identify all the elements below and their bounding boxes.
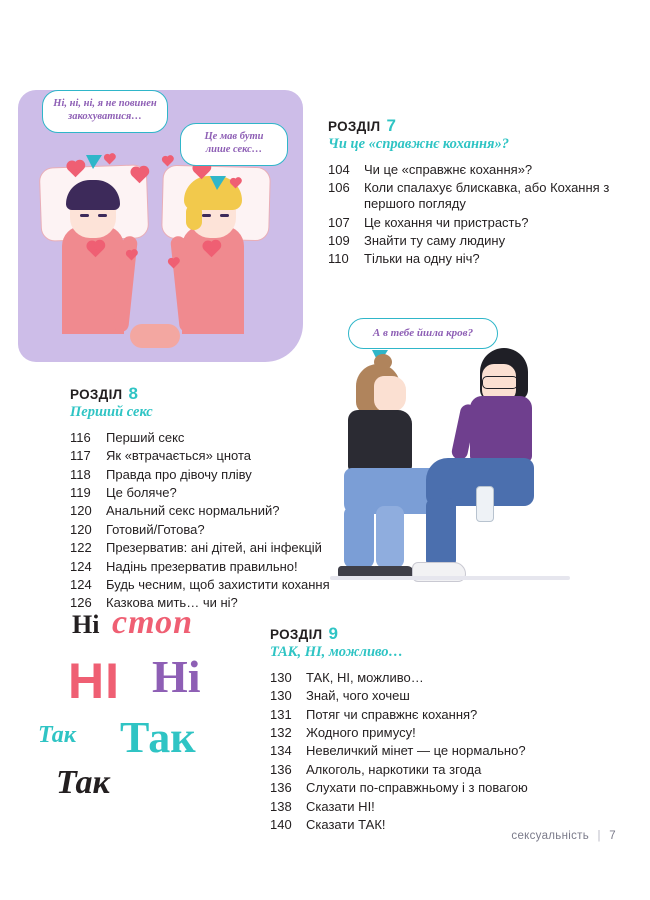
chapter-word: РОЗДІЛ xyxy=(70,387,123,402)
girl-a-face xyxy=(374,376,406,412)
chapter-word: РОЗДІЛ xyxy=(328,119,381,134)
chapter-number: 8 xyxy=(128,384,138,403)
entry-page: 131 xyxy=(270,706,292,722)
girl-a-shin-right xyxy=(376,506,404,568)
entry-text: Правда про дівочу пліву xyxy=(106,466,252,482)
toc-entry[interactable] xyxy=(70,448,330,466)
lettering-ni-mid: Ні xyxy=(152,651,201,702)
chapter-entries-8 xyxy=(70,430,330,614)
entry-page: 130 xyxy=(270,688,292,704)
entry-text: Казкова мить… чи ні? xyxy=(106,595,238,611)
entry-page: 117 xyxy=(70,448,91,464)
entry-text: Сказати ТАК! xyxy=(306,816,386,832)
footer-page-number: 7 xyxy=(609,830,616,842)
toc-entry[interactable] xyxy=(328,233,628,251)
chapter-heading-7 xyxy=(328,117,628,134)
speech-bubble-girl: Це мав бути лише секс… xyxy=(180,123,288,166)
entry-text: Надінь презерватив правильно! xyxy=(106,558,298,574)
toc-entry[interactable] xyxy=(70,522,330,540)
entry-text: Це кохання чи пристрасть? xyxy=(364,214,529,230)
toc-entry[interactable] xyxy=(328,162,628,180)
entry-page: 134 xyxy=(270,743,292,759)
chapter-number: 7 xyxy=(386,116,396,135)
entry-page: 122 xyxy=(70,540,92,556)
toc-entry[interactable] xyxy=(270,799,528,817)
chapter-block-7 xyxy=(328,117,628,270)
chapter-block-9 xyxy=(270,625,600,835)
toc-entry[interactable] xyxy=(270,670,528,688)
chapter-title: ТАК, НІ, можливо… xyxy=(270,644,404,660)
entry-text: Знайти ту саму людину xyxy=(364,232,506,248)
toc-entry[interactable] xyxy=(270,707,528,725)
girl-a-shirt xyxy=(348,410,412,472)
entry-page: 109 xyxy=(328,232,350,248)
chapter-word: РОЗДІЛ xyxy=(270,627,323,642)
entry-page: 136 xyxy=(270,761,292,777)
entry-text: Алкоголь, наркотики та згода xyxy=(306,761,482,777)
entry-text: Як «втрачається» цнота xyxy=(106,448,252,464)
entry-text: Перший секс xyxy=(106,430,185,445)
toc-entry[interactable] xyxy=(70,485,330,503)
entry-text: ТАК, НІ, можливо… xyxy=(306,670,424,685)
toc-entry[interactable] xyxy=(70,503,330,521)
entry-page: 136 xyxy=(270,780,292,796)
speech-bubble-girls: А в тебе йшла кров? xyxy=(348,318,498,349)
lettering-tak-black: Так xyxy=(56,764,110,801)
chapter-heading-9 xyxy=(270,625,600,642)
girl-fringe xyxy=(186,204,202,230)
lettering-stop: стоп xyxy=(112,604,193,641)
entry-page: 126 xyxy=(70,595,92,611)
ground-line xyxy=(330,576,570,580)
entry-page: 116 xyxy=(70,430,91,445)
toc-entry[interactable] xyxy=(270,725,528,743)
lettering-ni-small: Ні xyxy=(72,610,100,639)
girl-eye-right xyxy=(220,214,229,217)
chapter-number: 9 xyxy=(328,624,338,643)
entry-page: 140 xyxy=(270,816,292,832)
entry-text: Коли спалахує блискавка, або Кохання з першого погляду xyxy=(364,180,610,212)
entry-page: 107 xyxy=(328,214,350,230)
entry-page: 130 xyxy=(270,670,292,685)
entry-text: Анальний секс нормальний? xyxy=(106,503,280,519)
toc-entry[interactable] xyxy=(328,215,628,233)
footer-divider: | xyxy=(597,830,601,842)
illustration-couple-in-bed xyxy=(10,38,310,368)
entry-page: 124 xyxy=(70,576,92,592)
toc-entry[interactable] xyxy=(270,762,528,780)
entry-page: 132 xyxy=(270,725,292,741)
toc-entry[interactable] xyxy=(70,577,330,595)
entry-text: Тільки на одну ніч? xyxy=(364,251,480,267)
illustration-yes-no-lettering xyxy=(34,604,274,824)
entry-page: 106 xyxy=(328,180,350,196)
toc-entry[interactable] xyxy=(270,743,528,761)
footer-section-label: сексуальність xyxy=(511,830,589,842)
toc-entry[interactable] xyxy=(270,688,528,706)
entry-text: Презерватив: ані дітей, ані інфекцій xyxy=(106,540,322,556)
lettering-ni-big: НІ xyxy=(68,653,120,709)
page-footer xyxy=(511,830,616,842)
lettering-tak-teal: Так xyxy=(38,722,76,748)
toc-entry[interactable] xyxy=(328,180,628,214)
toc-entry[interactable] xyxy=(328,251,628,269)
boy-eye-right xyxy=(98,214,107,217)
entry-page: 138 xyxy=(270,798,292,814)
toc-entry[interactable] xyxy=(270,780,528,798)
girl-b-shirt xyxy=(470,396,532,462)
bubble-tail-girl xyxy=(210,176,226,190)
chapter-block-8 xyxy=(70,385,360,614)
entry-text: Знай, чого хочеш xyxy=(306,688,410,704)
chapter-heading-8 xyxy=(70,385,360,402)
entry-text: Невеличкий мінет — це нормально? xyxy=(306,743,526,759)
girl-eye-left xyxy=(202,214,211,217)
bubble-tail-boy xyxy=(86,155,102,169)
entry-page: 124 xyxy=(70,558,92,574)
entry-text: Це боляче? xyxy=(106,485,177,501)
girl-b-shin xyxy=(426,498,456,568)
entry-page: 120 xyxy=(70,503,92,519)
entry-page: 118 xyxy=(70,466,91,482)
entry-text: Готовий/Готова? xyxy=(106,521,205,537)
bottle-icon xyxy=(476,486,494,522)
entry-text: Жодного примусу! xyxy=(306,725,416,741)
entry-text: Слухати по-справжньому і з повагою xyxy=(306,780,528,796)
toc-entry[interactable] xyxy=(70,559,330,577)
glasses-icon xyxy=(482,376,518,389)
entry-page: 104 xyxy=(328,162,350,177)
entry-text: Будь чесним, щоб захистити кохання xyxy=(106,576,330,592)
illustration-two-girls-talking xyxy=(330,300,620,620)
lettering-tak-big: Так xyxy=(120,713,196,762)
entry-text: Чи це «справжнє кохання»? xyxy=(364,162,533,177)
entry-page: 110 xyxy=(328,251,349,267)
toc-entry[interactable] xyxy=(70,540,330,558)
boy-eye-left xyxy=(80,214,89,217)
chapter-title: Чи це «справжнє кохання»? xyxy=(328,136,510,152)
entry-page: 119 xyxy=(70,485,91,501)
entry-text: Потяг чи справжнє кохання? xyxy=(306,706,478,722)
held-hands xyxy=(130,324,180,348)
toc-entry[interactable] xyxy=(70,430,330,448)
speech-bubble-boy: Ні, ні, ні, я не повинен закохуватися… xyxy=(42,90,168,133)
chapter-entries-7 xyxy=(328,162,628,270)
toc-entry[interactable] xyxy=(270,817,528,835)
chapter-title: Перший секс xyxy=(70,404,153,420)
entry-text: Сказати НІ! xyxy=(306,798,375,814)
girl-a-shin-left xyxy=(344,506,374,568)
toc-entry[interactable] xyxy=(70,467,330,485)
chapter-entries-9 xyxy=(270,670,528,835)
entry-page: 120 xyxy=(70,521,92,537)
